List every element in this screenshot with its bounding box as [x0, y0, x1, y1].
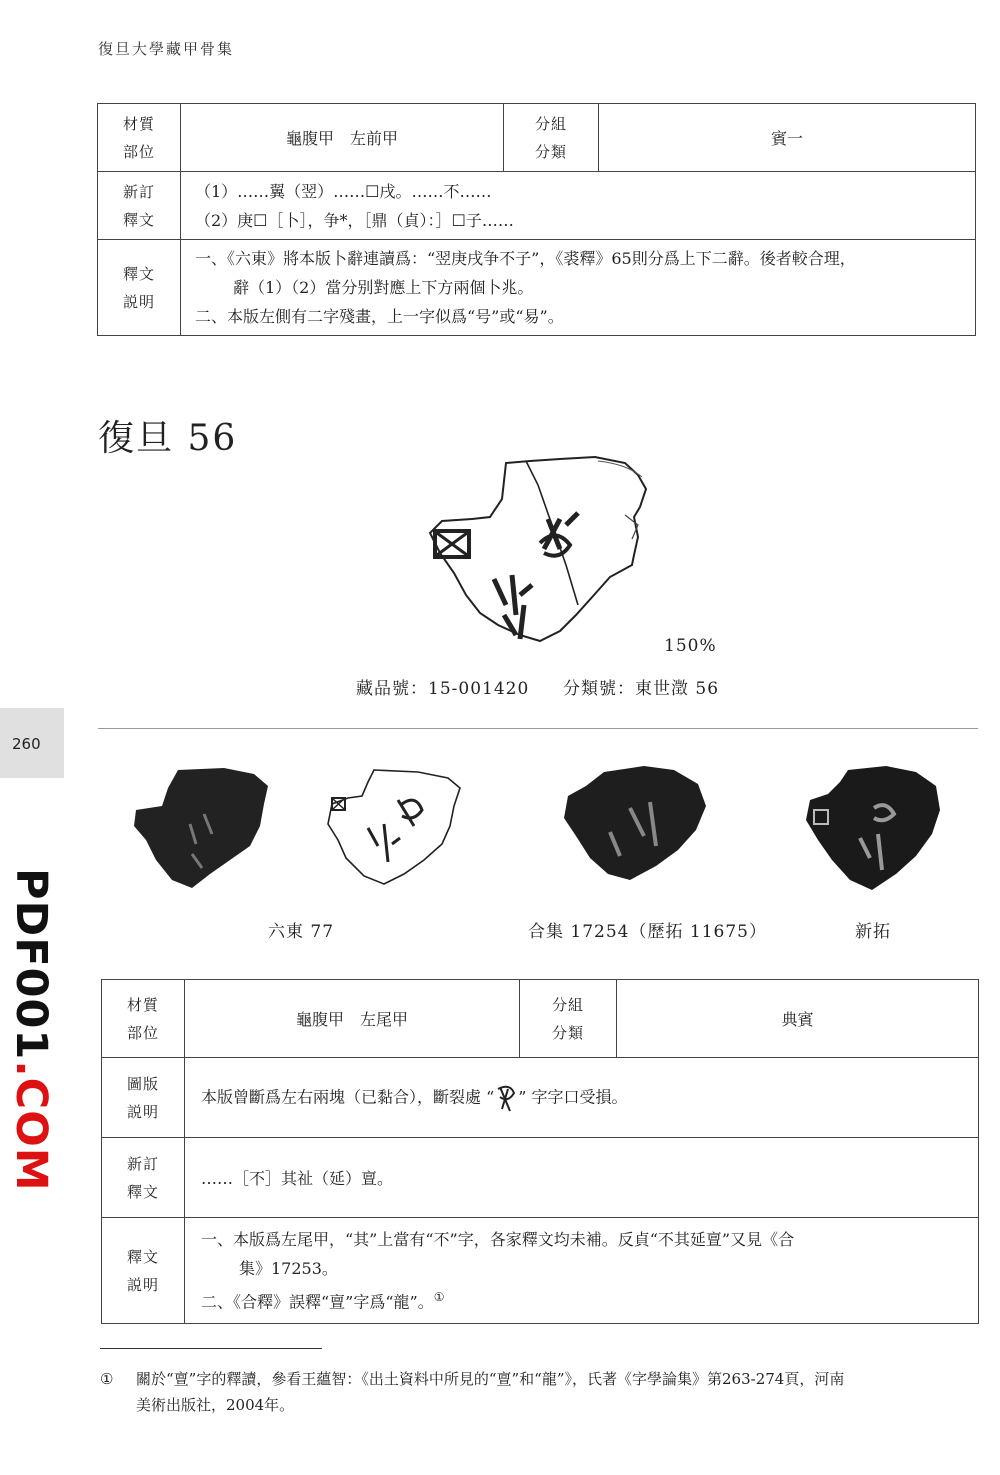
- rubbing-image-heji: [560, 762, 708, 884]
- watermark-logo: PDF001.COM: [6, 868, 56, 1192]
- rubbing-image-new: [804, 762, 942, 894]
- notes-text-2: 一、本版爲左尾甲，“其”上當有“不”字，各家釋文均未補。反貞“不其延亶”又見《合 集》17253。 二、《合釋》誤釋“亶”字爲“龍”。①: [185, 1218, 979, 1324]
- line-drawing-liudong: [322, 764, 467, 886]
- group-value: 賓一: [599, 104, 976, 172]
- material-label: 材質 部位: [98, 104, 181, 172]
- notes-label: 釋文 説明: [98, 240, 181, 336]
- scale-label: 150%: [664, 636, 717, 656]
- page-number: 260: [12, 735, 41, 753]
- notes-text: 一、《六東》將本版卜辭連讀爲：“翌庚戌争不子”，《裘釋》65則分爲上下二辭。後者較合理， 辭（1）（2）當分别對應上下方兩個卜兆。 二、本版左側有二字殘畫，上一字似爲“号”或“易”。: [181, 240, 976, 336]
- material-value: 龜腹甲 左前甲: [181, 104, 504, 172]
- fragment-drawing: [420, 455, 660, 655]
- revised-text: （1）……翼（翌）……☐戌。……不…… （2）庚☐［卜］，争*，［鼎（貞）：］☐子……: [181, 172, 976, 240]
- group-label: 分組 分類: [504, 104, 599, 172]
- section-title: 復旦 56: [98, 418, 238, 459]
- divider: [98, 728, 978, 729]
- footnote: ① 關於“亶”字的釋讀，參看王蘊智：《出土資料中所見的“亶”和“龍”》，氏著《字學論集》第263-274頁，河南 美術出版社，2004年。: [100, 1370, 845, 1414]
- info-table-1: [97, 103, 976, 336]
- revised-text-2: ……［不］其祉（延）亶。: [185, 1138, 979, 1218]
- material-value-2: 龜腹甲 左尾甲: [185, 980, 520, 1058]
- caption-heji: 合集 17254（歷拓 11675）: [528, 922, 767, 942]
- group-value-2: 典賓: [617, 980, 979, 1058]
- material-label-2: 材質 部位: [102, 980, 185, 1058]
- footnote-rule: [100, 1348, 322, 1349]
- notes-label-2: 釋文 説明: [102, 1218, 185, 1324]
- collection-number: 藏品號：15-001420: [356, 679, 530, 699]
- footnote-reference[interactable]: ①: [433, 1289, 445, 1304]
- rubbing-image-1: [132, 764, 272, 892]
- plate-label: 圖版 説明: [102, 1058, 185, 1138]
- group-label-2: 分組 分類: [520, 980, 617, 1058]
- caption-liudong: 六東 77: [268, 922, 335, 942]
- caption-new-rubbing: 新拓: [855, 922, 891, 942]
- revised-label-2: 新訂 釋文: [102, 1138, 185, 1218]
- classification-number: 分類號：東世澂 56: [563, 679, 720, 699]
- revised-label: 新訂 釋文: [98, 172, 181, 240]
- info-table-2: [101, 979, 979, 1324]
- oracle-glyph-icon: [494, 1083, 518, 1113]
- plate-text: 本版曾斷爲左右兩塊（已黏合），斷裂處 “ ” 字字口受損。: [185, 1058, 979, 1138]
- running-head: 復旦大學藏甲骨集: [98, 40, 235, 58]
